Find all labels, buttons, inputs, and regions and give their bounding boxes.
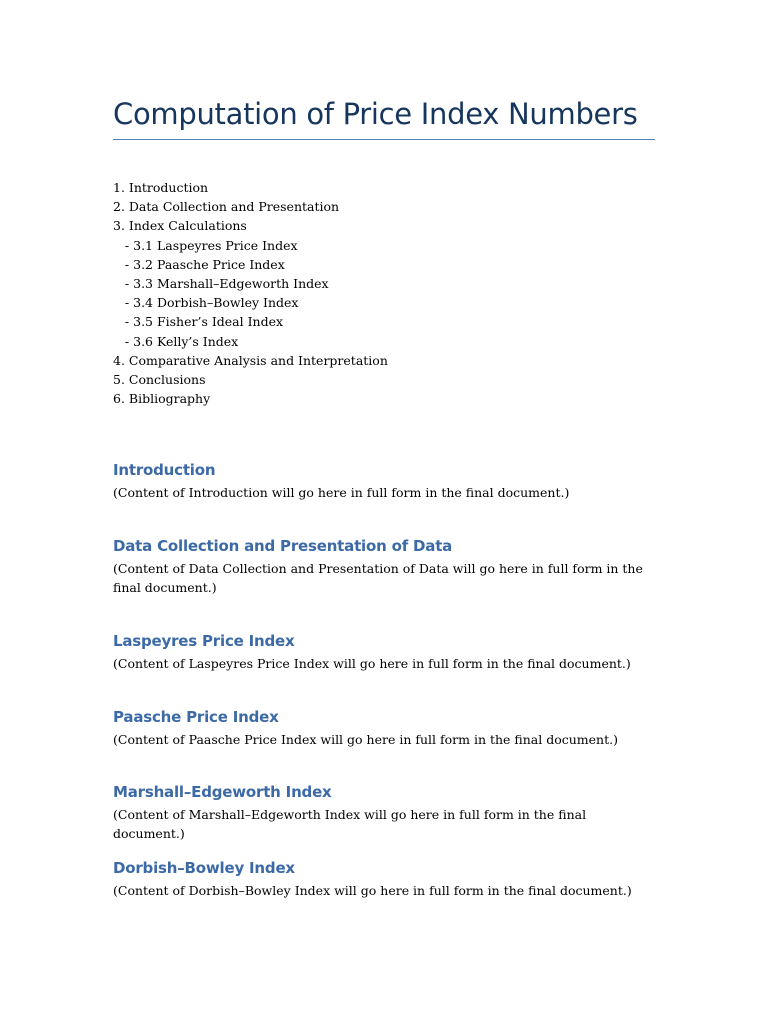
table-of-contents [113, 178, 388, 408]
section-heading: Laspeyres Price Index [113, 632, 295, 650]
toc-item: - 3.5 Fisher’s Ideal Index [113, 314, 284, 330]
section-heading: Marshall–Edgeworth Index [113, 783, 332, 801]
toc-item: 6. Bibliography [113, 391, 211, 407]
section-dorbish-bowley [113, 857, 655, 900]
section-heading: Introduction [113, 461, 216, 479]
section-body: (Content of Dorbish–Bowley Index will go here in full form in the final document.) [113, 883, 632, 898]
document-title: Computation of Price Index Numbers [113, 97, 638, 131]
section-laspeyres [113, 630, 655, 673]
section-body: (Content of Laspeyres Price Index will go here in full form in the final document.) [113, 656, 631, 671]
section-data-collection [113, 535, 655, 597]
section-body: (Content of Introduction will go here in full form in the final document.) [113, 485, 570, 500]
title-underline [113, 139, 655, 140]
section-body: (Content of Data Collection and Presentation of Data will go here in full form in the final document.) [113, 561, 643, 596]
toc-item: 5. Conclusions [113, 371, 206, 387]
section-heading: Paasche Price Index [113, 708, 279, 726]
toc-item: - 3.1 Laspeyres Price Index [113, 237, 298, 253]
toc-item: 3. Index Calculations [113, 218, 247, 234]
toc-item: - 3.4 Dorbish–Bowley Index [113, 295, 299, 311]
section-paasche [113, 706, 655, 749]
section-body: (Content of Marshall–Edgeworth Index will go here in full form in the final document.) [113, 807, 587, 842]
toc-item: 4. Comparative Analysis and Interpretation [113, 352, 388, 368]
section-introduction [113, 459, 655, 502]
toc-item: 1. Introduction [113, 180, 209, 195]
toc-item: 2. Data Collection and Presentation [113, 199, 340, 215]
toc-item: - 3.6 Kelly’s Index [113, 333, 239, 349]
toc-item: - 3.3 Marshall–Edgeworth Index [113, 275, 329, 291]
section-body: (Content of Paasche Price Index will go here in full form in the final document.) [113, 732, 618, 747]
section-marshall-edgeworth [113, 781, 655, 843]
section-heading: Data Collection and Presentation of Data [113, 537, 453, 555]
section-heading: Dorbish–Bowley Index [113, 859, 295, 877]
toc-item: - 3.2 Paasche Price Index [113, 256, 285, 272]
